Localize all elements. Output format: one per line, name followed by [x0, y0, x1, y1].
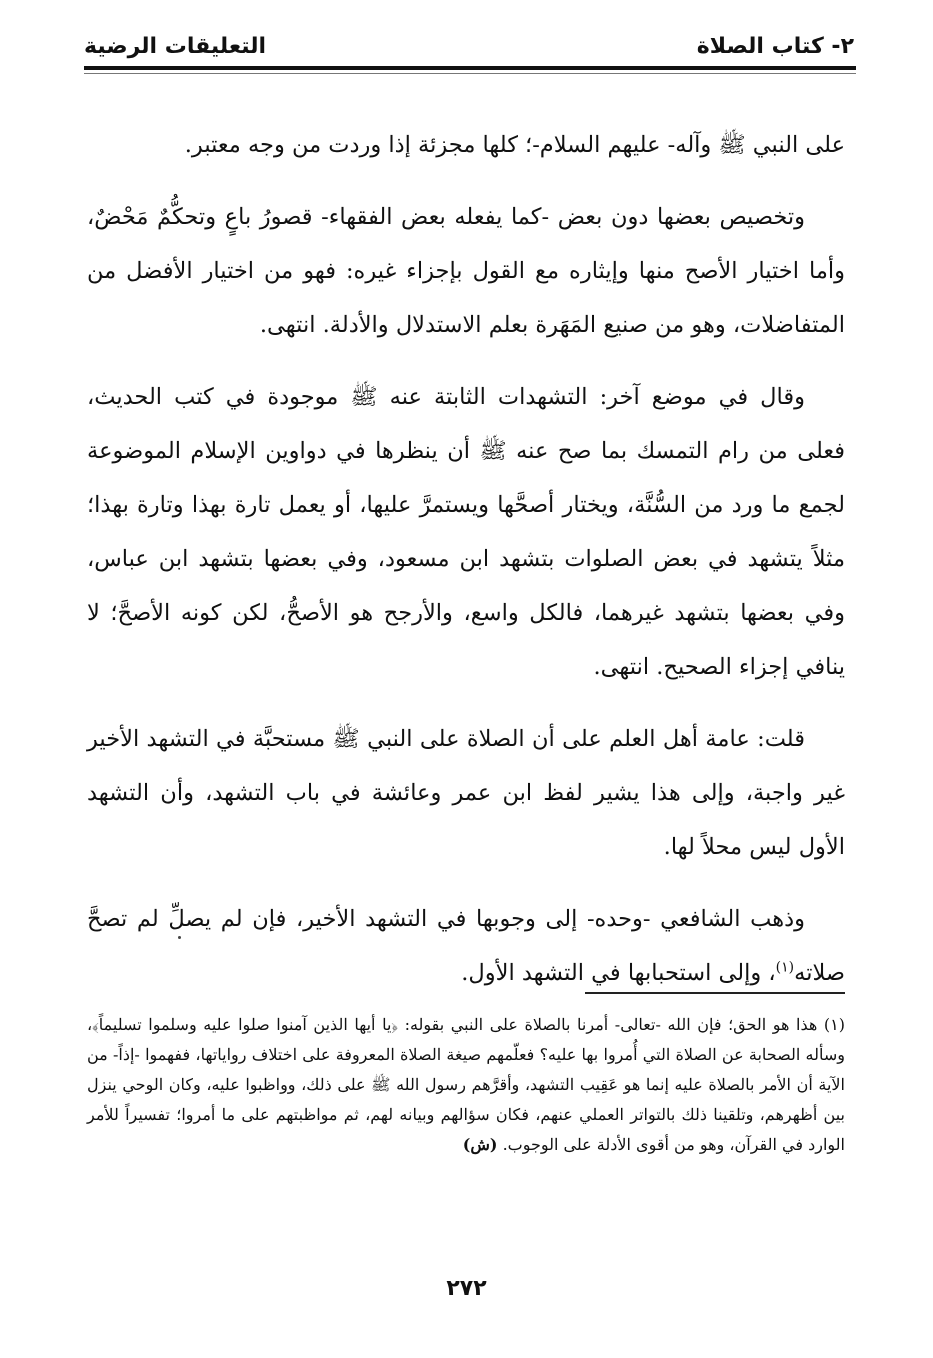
- paragraph-5-text: وذهب الشافعي -وحده- إلى وجوبها في التشهد الأخير، فإن لم يصلِّ لم تصحَّ صلاته: [87, 906, 845, 986]
- paragraph-1: على النبي ﷺ وآله- عليهم السلام-؛ كلها مجزئة إذا وردت من وجه معتبر.: [184, 132, 845, 158]
- footnote-separator: [585, 992, 845, 994]
- footnote: [87, 1010, 845, 1160]
- paragraph-4: قلت: عامة أهل العلم على أن الصلاة على النبي ﷺ مستحبَّة في التشهد الأخير غير واجبة، وإلى هذا يشير لفظ ابن عمر وعائشة في باب التشهد، وأن التشهد الأول ليس محلاً لها.: [87, 726, 845, 860]
- paragraph-2: وتخصيص بعضها دون بعض -كما يفعله بعض الفقهاء- قصورُ باعٍ وتحكُّمٌ مَحْضٌ، وأما اختيار الأصح منها وإيثاره مع القول بإجزاء غيره: فهو من اختيار الأفضل من المتفاضلات، وهو من صنيع المَهَرة بعلم الاستدلال والأدلة. انتهى.: [87, 204, 845, 338]
- header-rule-thin: [84, 73, 856, 74]
- chapter-title: ٢- كتاب الصلاة: [696, 34, 854, 59]
- footnote-signature: (ش): [462, 1135, 498, 1154]
- paragraph-3: وقال في موضع آخر: التشهدات الثابتة عنه ﷺ موجودة في كتب الحديث، فعلى من رام التمسك بما صح عنه ﷺ أن ينظرها في دواوين الإسلام الموضوعة لجمع ما ورد من السُّنَّة، ويختار أصحَّها ويستمرَّ عليها، أو يعمل تارة بهذا وتارة بهذا؛ مثلاً يتشهد في بعض الصلوات بتشهد ابن مسعود، وفي بعضها بتشهد ابن عباس، وفي بعضها بتشهد غيرهما، فالكل واسع، والأرجح هو الأصحُّ، لكن كونه الأصحَّ؛ لا ينافي إجزاء الصحيح. انتهى.: [87, 384, 845, 680]
- footnote-marker: (١): [823, 1015, 846, 1034]
- footnote-reference[interactable]: (١): [775, 959, 795, 976]
- running-header: [84, 32, 854, 68]
- main-text: [87, 118, 845, 1018]
- scan-speck: [178, 936, 181, 939]
- header-rule: [84, 66, 856, 70]
- paragraph-5: [87, 892, 845, 1000]
- book-title: التعليقات الرضية: [84, 34, 267, 59]
- footnote-text: هذا هو الحق؛ فإن الله -تعالى- أمرنا بالصلاة على النبي بقوله: ﴿يا أيها الذين آمنوا صلوا عليه وسلموا تسليماً﴾، وسأله الصحابة عن الصلاة التي أُمروا بها عليه؟ فعلّمهم صيغة الصلاة المعروفة على اختلاف رواياتها، ففهموا -إذاً- من الآية أن الأمر بالصلاة عليه إنما هو عَقِيب التشهد، وأقرَّهم رسول الله ﷺ على ذلك، وواظبوا عليه، وكان الوحي ينزل بين أظهرهم، وتلقينا ذلك بالتواتر العملي عنهم، فكان سؤالهم وبيانه لهم، ثم مواظبتهم على ما أمروا؛ تفسيراً للأمر الوارد في القرآن، وهو من أقوى الأدلة على الوجوب.: [87, 1015, 845, 1154]
- paragraph-5-tail: ، وإلى استحبابها في التشهد الأول.: [461, 960, 776, 986]
- page-number: ٢٧٢: [446, 1276, 487, 1301]
